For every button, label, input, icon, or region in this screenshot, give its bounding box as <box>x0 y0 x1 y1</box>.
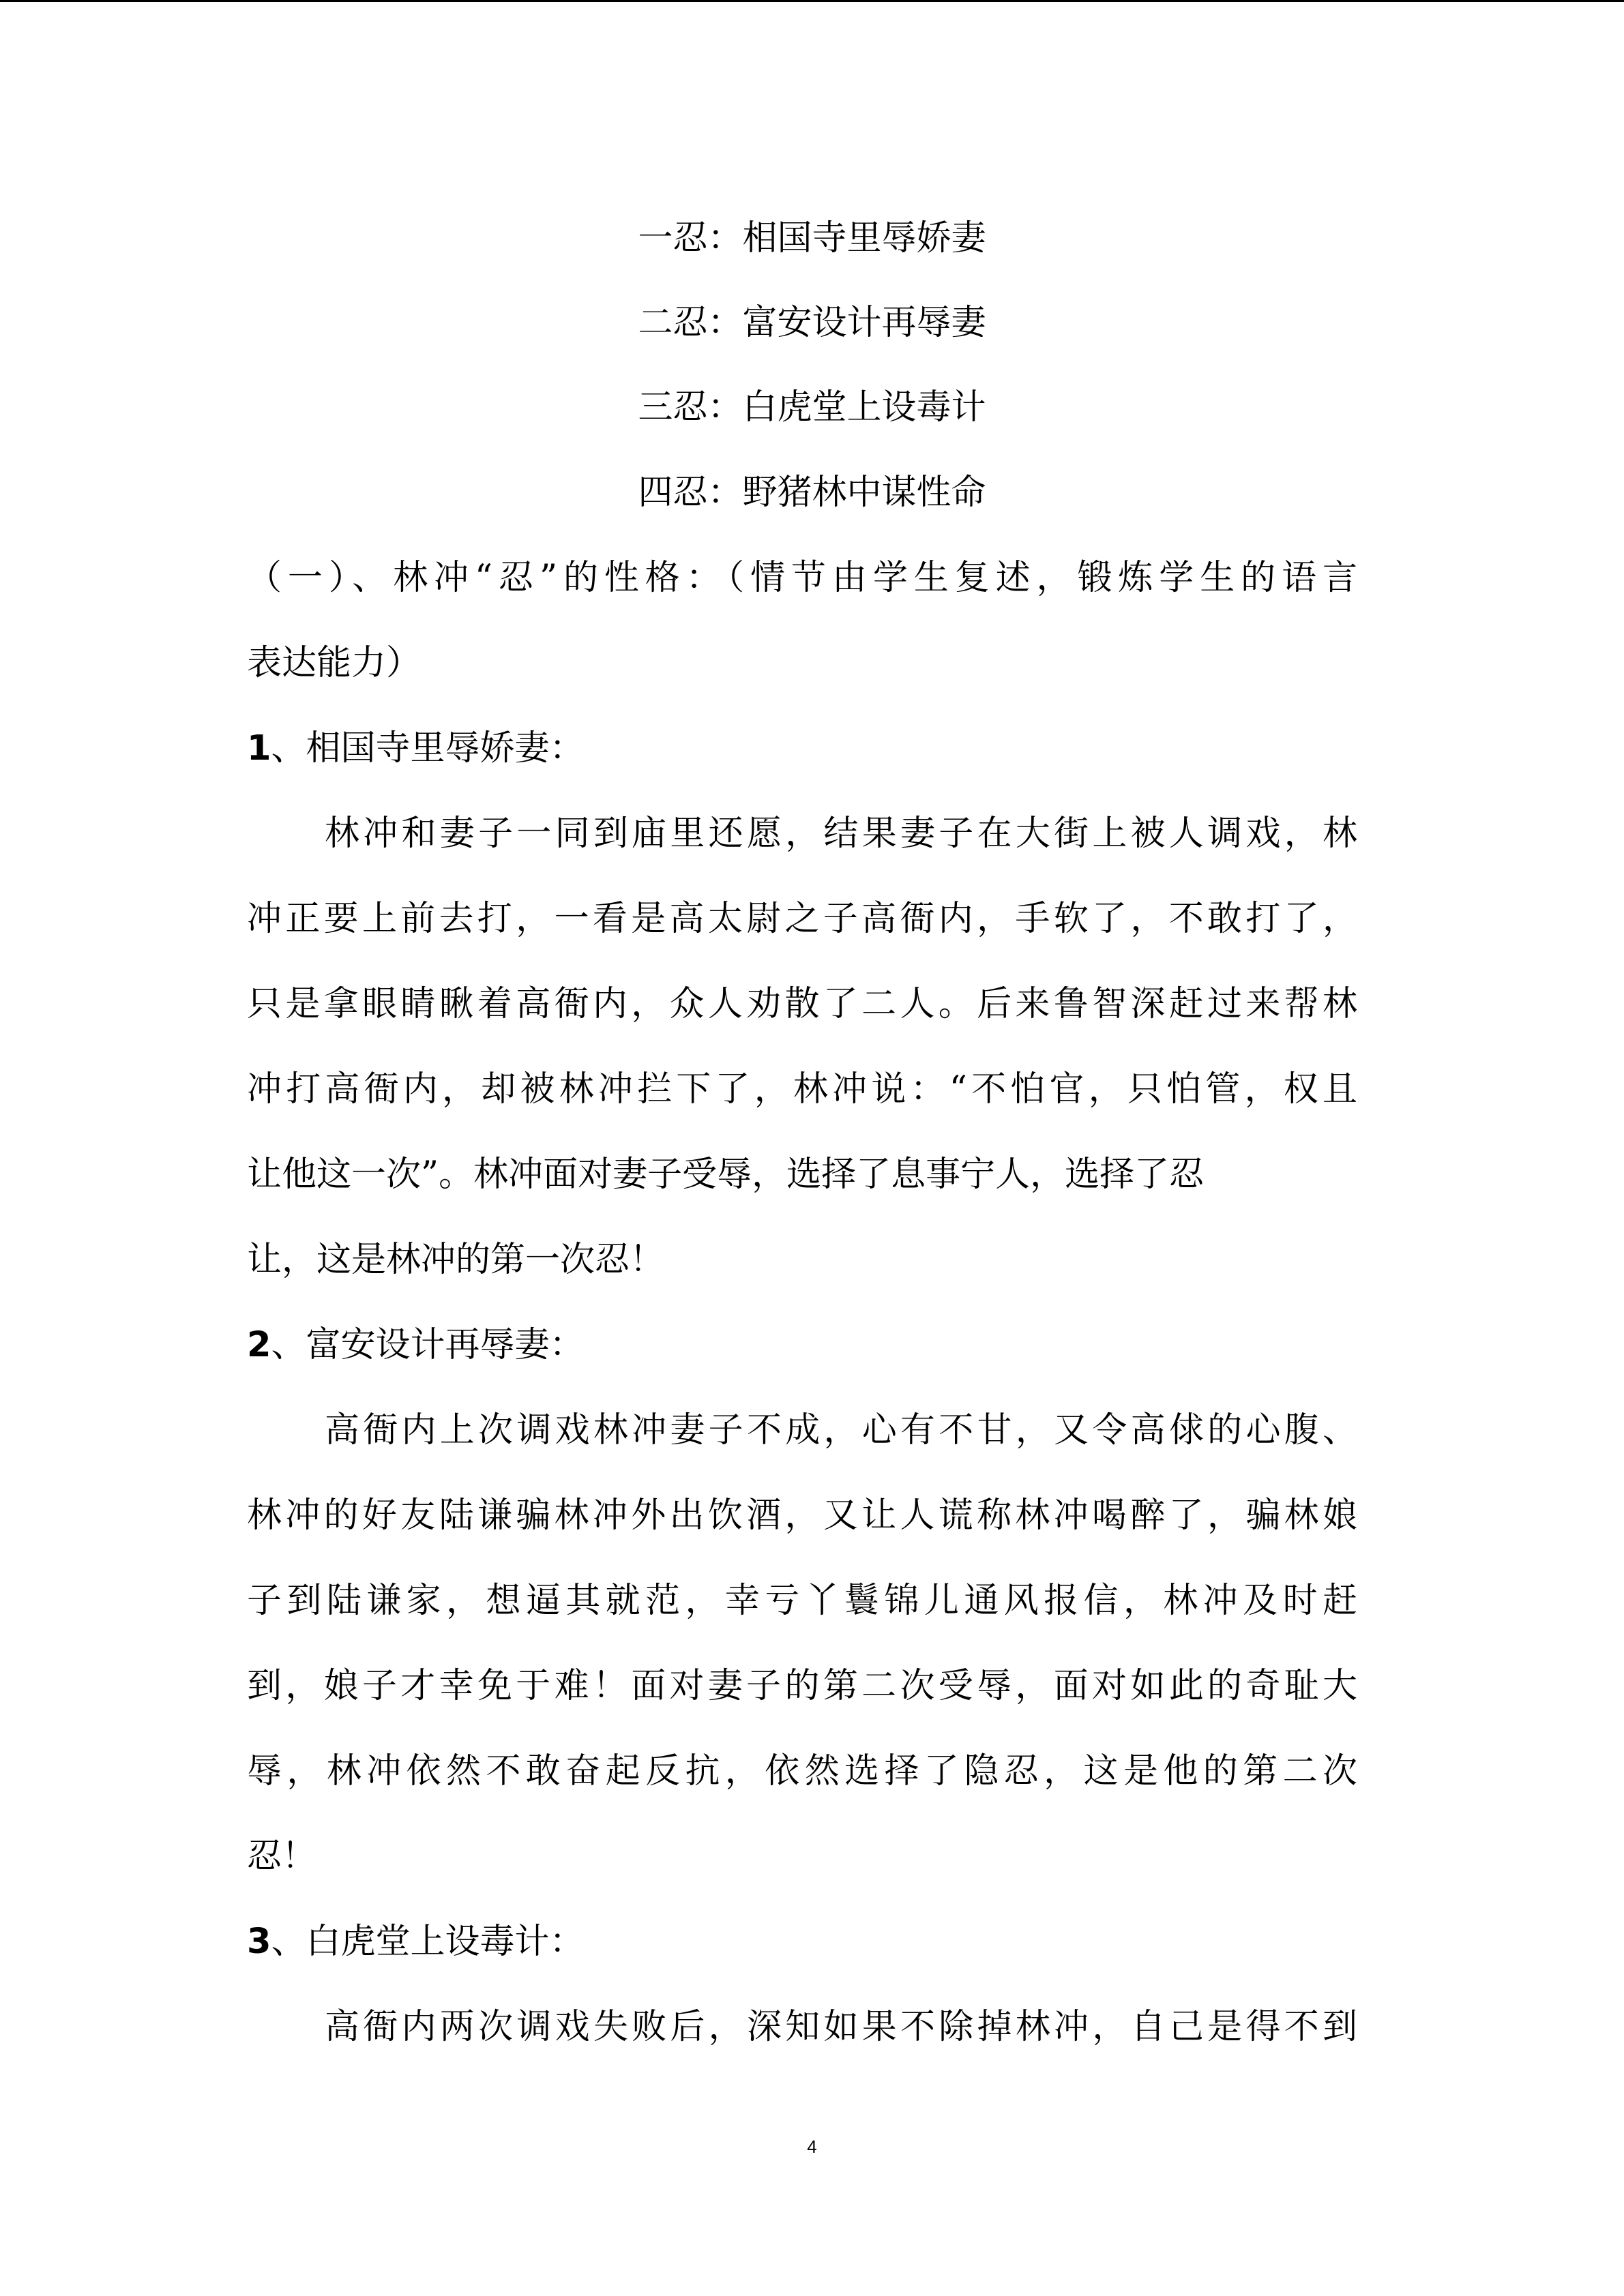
item-2-paragraph-line-1: 高衙内上次调戏林冲妻子不成，心有不甘，又令高俅的心腹、 <box>325 1410 1357 1450</box>
item-1-paragraph-line-3: 只是拿眼睛瞅着高衙内，众人劝散了二人。后来鲁智深赶过来帮林 <box>247 984 1357 1024</box>
item-2-number: 2 <box>247 1325 271 1365</box>
item-1-heading <box>247 728 1357 770</box>
item-3-paragraph-line-1: 高衙内两次调戏失败后，深知如果不除掉林冲，自己是得不到 <box>325 2007 1357 2047</box>
item-3-heading <box>247 1921 1357 1963</box>
item-1-paragraph-line-4: 冲打高衙内，却被林冲拦下了，林冲说：“不怕官，只怕管，权且 <box>247 1069 1357 1109</box>
outline-line-1: 一忍：相国寺里辱娇妻 <box>638 218 986 258</box>
section-title-line-1: （一）、林冲“忍”的性格：（情节由学生复述，锻炼学生的语言 <box>247 558 1357 598</box>
item-2-paragraph-line-5: 辱，林冲依然不敢奋起反抗，依然选择了隐忍，这是他的第二次 <box>247 1751 1357 1791</box>
item-1-paragraph-line-2: 冲正要上前去打，一看是高太尉之子高衙内，手软了，不敢打了， <box>247 899 1357 939</box>
outline-line-3: 三忍：白虎堂上设毒计 <box>638 387 986 428</box>
outline-line-4: 四忍：野猪林中谋性命 <box>638 473 986 513</box>
item-2-paragraph-line-3: 子到陆谦家，想逼其就范，幸亏丫鬟锦儿通风报信，林冲及时赶 <box>247 1581 1357 1621</box>
item-2-heading <box>247 1324 1357 1367</box>
section-title-line-2: 表达能力） <box>247 643 422 683</box>
item-3-number: 3 <box>247 1922 271 1962</box>
top-border-line <box>0 0 1624 2</box>
item-1-paragraph-line-1: 林冲和妻子一同到庙里还愿，结果妻子在大街上被人调戏，林 <box>325 814 1357 854</box>
item-1-paragraph-line-6: 让，这是林冲的第一次忍！ <box>247 1240 665 1280</box>
item-2-paragraph-line-4: 到，娘子才幸免于难！面对妻子的第二次受辱，面对如此的奇耻大 <box>247 1666 1357 1706</box>
item-2-title: 、富安设计再辱妻： <box>271 1325 585 1365</box>
page-number: 4 <box>807 2136 817 2157</box>
item-2-paragraph-line-2: 林冲的好友陆谦骗林冲外出饮酒，又让人谎称林冲喝醉了，骗林娘 <box>247 1495 1357 1536</box>
item-1-paragraph-line-5: 让他这一次”。林冲面对妻子受辱，选择了息事宁人，选择了忍 <box>247 1154 1205 1195</box>
outline-line-2: 二忍：富安设计再辱妻 <box>638 303 986 343</box>
item-1-title: 、相国寺里辱娇妻： <box>271 728 585 769</box>
item-2-paragraph-line-6: 忍！ <box>247 1836 317 1877</box>
item-3-title: 、白虎堂上设毒计： <box>271 1922 585 1962</box>
item-1-number: 1 <box>247 728 271 769</box>
